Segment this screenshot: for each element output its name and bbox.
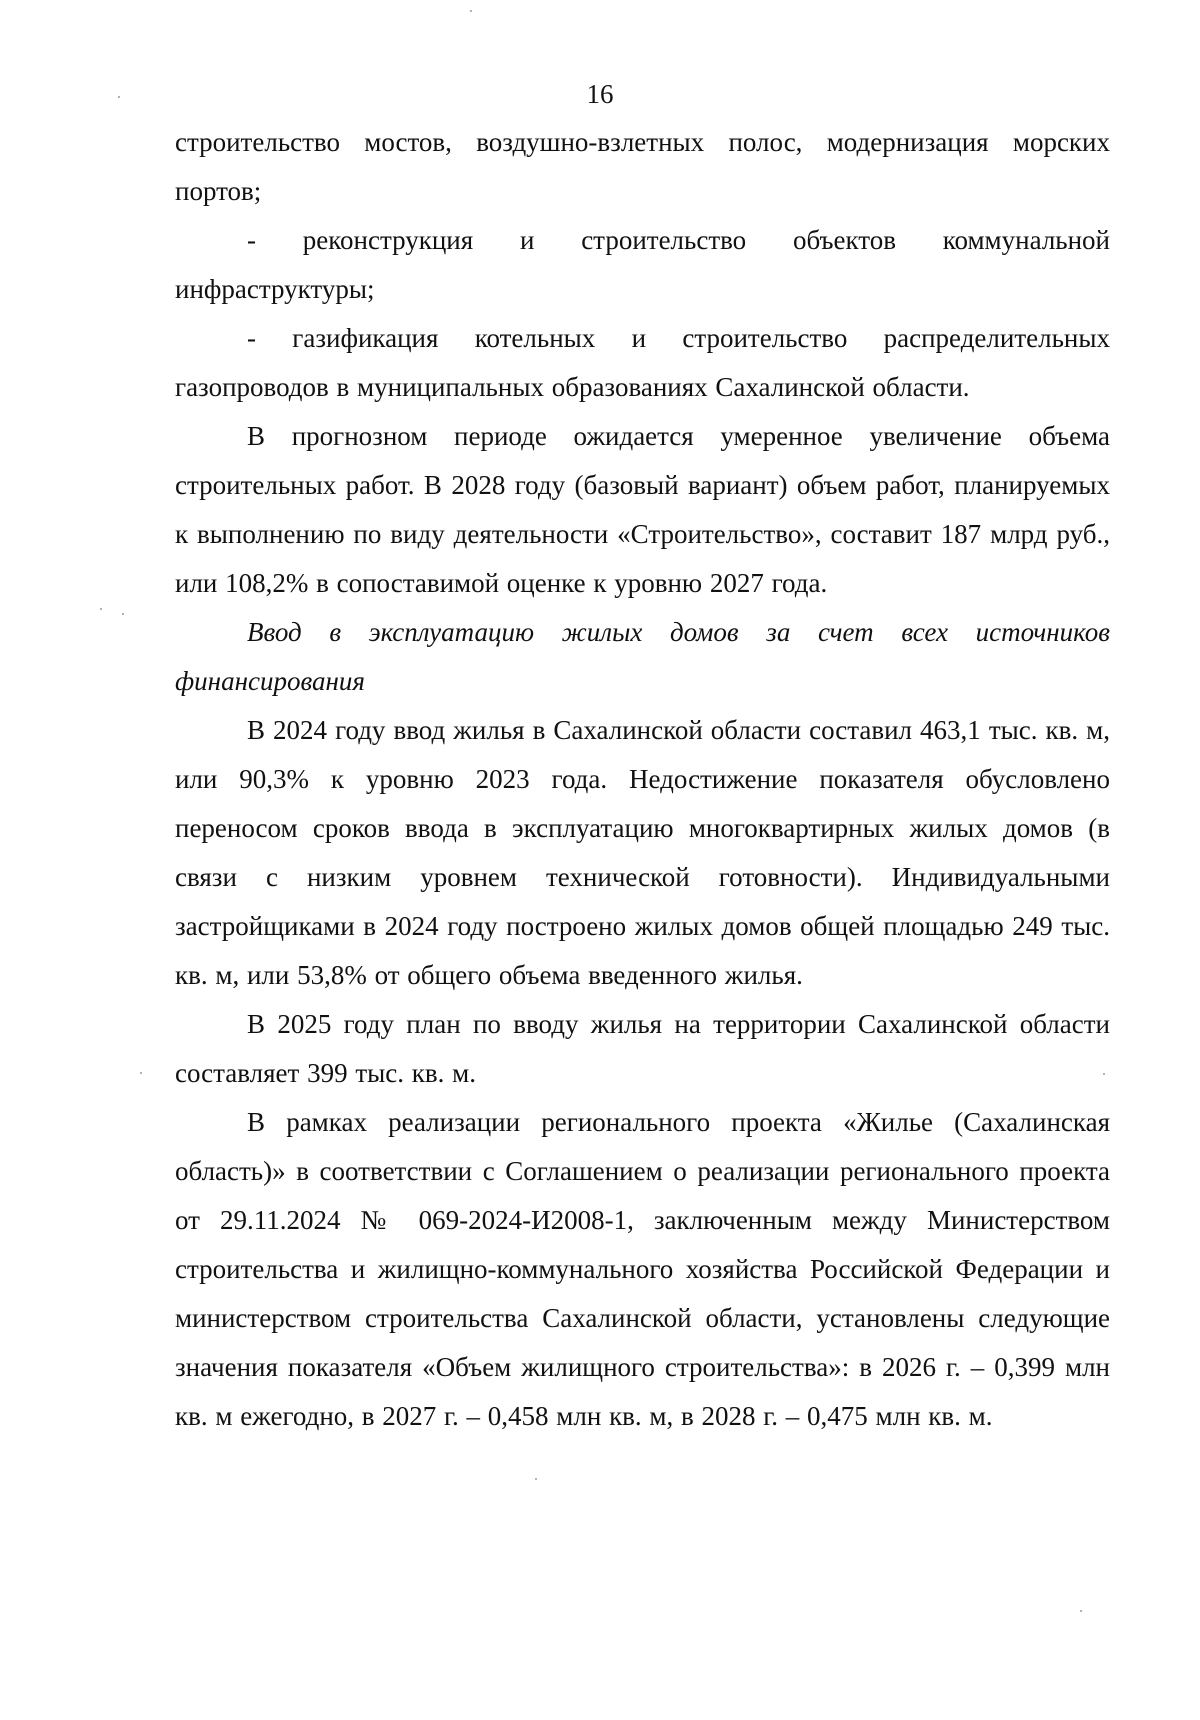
paragraph-continuation: строительство мостов, воздушно-взлетных полос, модернизация морских портов; — [175, 127, 1110, 206]
paragraph-housing-2024: В 2024 году ввод жилья в Сахалинской области составил 463,1 тыс. кв. м, или 90,3% к уровню 2023 года. Недостижение показателя обусловлено переносом сроков ввода в эксплуатацию многоквартирных жилых домов (в связи с низким уровнем технической готовности). Индивидуальными застройщиками в 2024 году построено жилых домов общей площадью 249 тыс. кв. м, или 53,8% от общего объема введенного жилья. — [175, 715, 1110, 990]
scan-speck — [100, 608, 102, 610]
scan-speck — [118, 96, 120, 98]
body-text — [175, 118, 1110, 1441]
paragraph-regional-project: В рамках реализации регионального проекта «Жилье (Сахалинская область)» в соответствии с Соглашением о реализации регионального проекта от 29.11.2024 № 069-2024-И2008-1, заключенным между Министерством строительства и жилищно-коммунального хозяйства Российской Федерации и министерством строительства Сахалинской области, установлены следующие значения показателя «Объем жилищного строительства»: в 2026 г. – 0,399 млн кв. м ежегодно, в 2027 г. – 0,458 млн кв. м, в 2028 г. – 0,475 млн кв. м. — [175, 1107, 1110, 1431]
scan-speck — [140, 1072, 142, 1074]
paragraph-forecast: В прогнозном периоде ожидается умеренное увеличение объема строительных работ. В 2028 году (базовый вариант) объем работ, планируемых к выполнению по виду деятельности «Строительство», составит 187 млрд руб., или 108,2% в сопоставимой оценке к уровню 2027 года. — [175, 421, 1110, 598]
page-number: 16 — [586, 79, 614, 109]
scan-speck — [470, 10, 472, 12]
list-item-infrastructure: - реконструкция и строительство объектов коммунальной инфраструктуры; — [175, 225, 1110, 304]
paragraph-housing-2025: В 2025 году план по вводу жилья на территории Сахалинской области составляет 399 тыс. кв. м. — [175, 1009, 1110, 1088]
scan-speck — [122, 613, 124, 615]
scan-speck — [535, 1478, 537, 1480]
list-item-gasification: - газификация котельных и строительство распределительных газопроводов в муниципальных образованиях Сахалинской области. — [175, 323, 1110, 402]
section-heading-housing: Ввод в эксплуатацию жилых домов за счет всех источников финансирования — [175, 617, 1110, 696]
scan-speck — [1080, 1610, 1082, 1612]
scan-speck — [1103, 1073, 1105, 1075]
